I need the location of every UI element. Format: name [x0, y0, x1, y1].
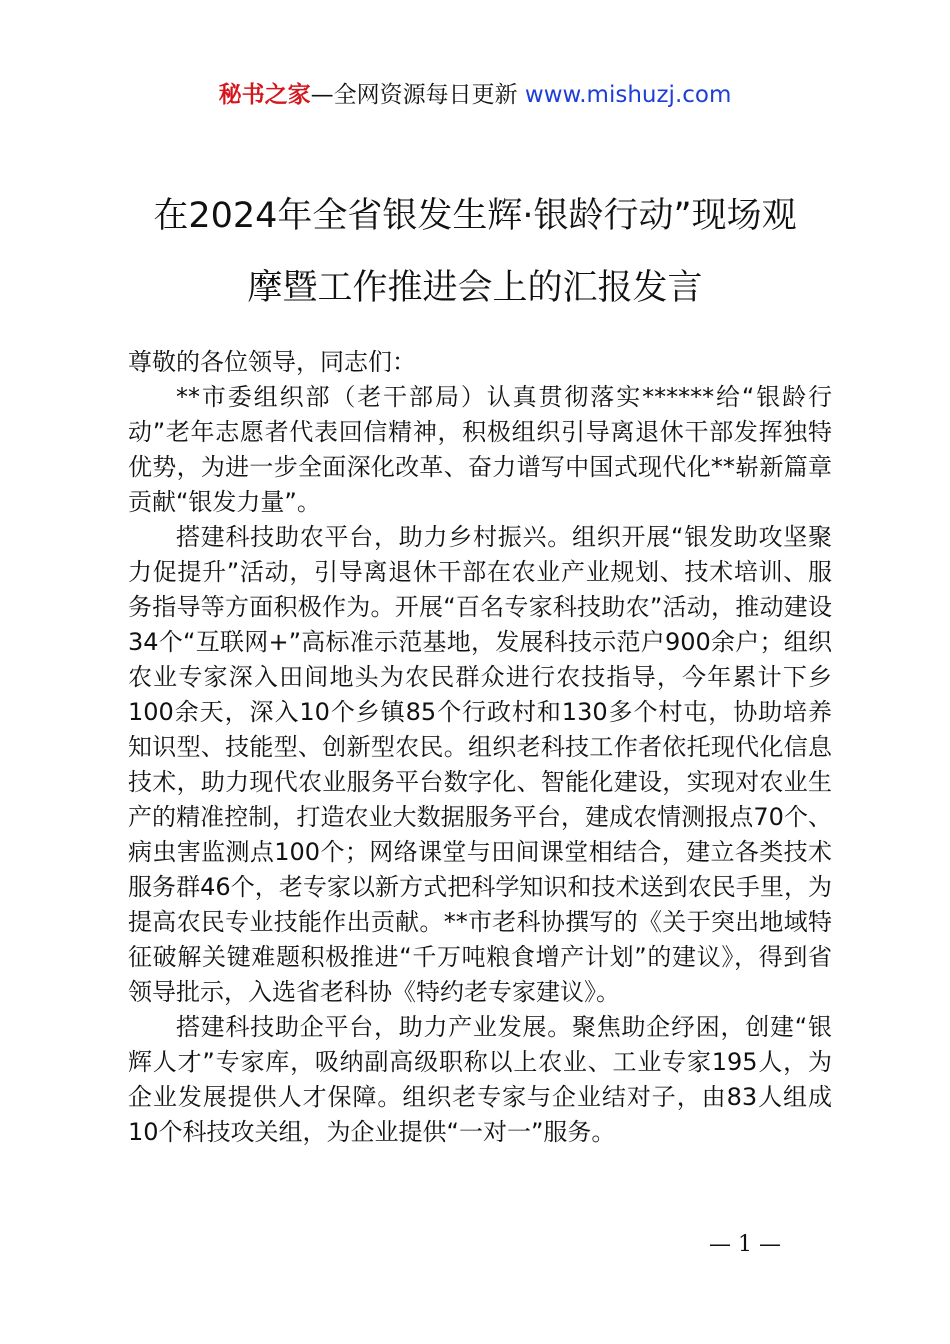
title-line-1: 在2024年全省银发生辉·银龄行动”现场观 — [153, 196, 797, 236]
document-title — [0, 180, 950, 324]
title-line-2: 摩暨工作推进会上的汇报发言 — [247, 268, 703, 308]
banner-tagline: —全网资源每日更新 — [310, 82, 518, 108]
website-link[interactable]: www.mishuzj.com — [524, 82, 732, 108]
header-banner — [0, 78, 950, 112]
paragraph-intro: **市委组织部（老干部局）认真贯彻落实******给“银龄行动”老年志愿者代表回信精神，积极组织引导离退休干部发挥独特优势，为进一步全面深化改革、奋力谱写中国式现代化**崭新篇章贡献“银发力量”。 — [128, 383, 832, 516]
paragraph-agriculture: 搭建科技助农平台，助力乡村振兴。组织开展“银发助攻坚聚力促提升”活动，引导离退休干部在农业产业规划、技术培训、服务指导等方面积极作为。开展“百名专家科技助农”活动，推动建设34个“互联网+”高标准示范基地，发展科技示范户900余户；组织农业专家深入田间地头为农民群众进行农技指导，今年累计下乡100余天，深入10个乡镇85个行政村和130多个村屯，协助培养知识型、技能型、创新型农民。组织老科技工作者依托现代化信息技术，助力现代农业服务平台数字化、智能化建设，实现对农业生产的精准控制，打造农业大数据服务平台，建成农情测报点70个、病虫害监测点100个；网络课堂与田间课堂相结合，建立各类技术服务群46个，老专家以新方式把科学知识和技术送到农民手里，为提高农民专业技能作出贡献。**市老科协撰写的《关于突出地域特征破解关键难题积极推进“千万吨粮食增产计划”的建议》，得到省领导批示，入选省老科协《特约老专家建议》。 — [128, 523, 832, 1006]
brand-name: 秘书之家 — [218, 82, 311, 108]
salutation: 尊敬的各位领导，同志们： — [128, 348, 416, 376]
document-body — [128, 345, 832, 1150]
paragraph-enterprise: 搭建科技助企平台，助力产业发展。聚焦助企纾困，创建“银辉人才”专家库，吸纳副高级职称以上农业、工业专家195人，为企业发展提供人才保障。组织老专家与企业结对子，由83人组成10个科技攻关组，为企业提供“一对一”服务。 — [128, 1013, 832, 1146]
page-number: — 1 — — [709, 1232, 781, 1257]
